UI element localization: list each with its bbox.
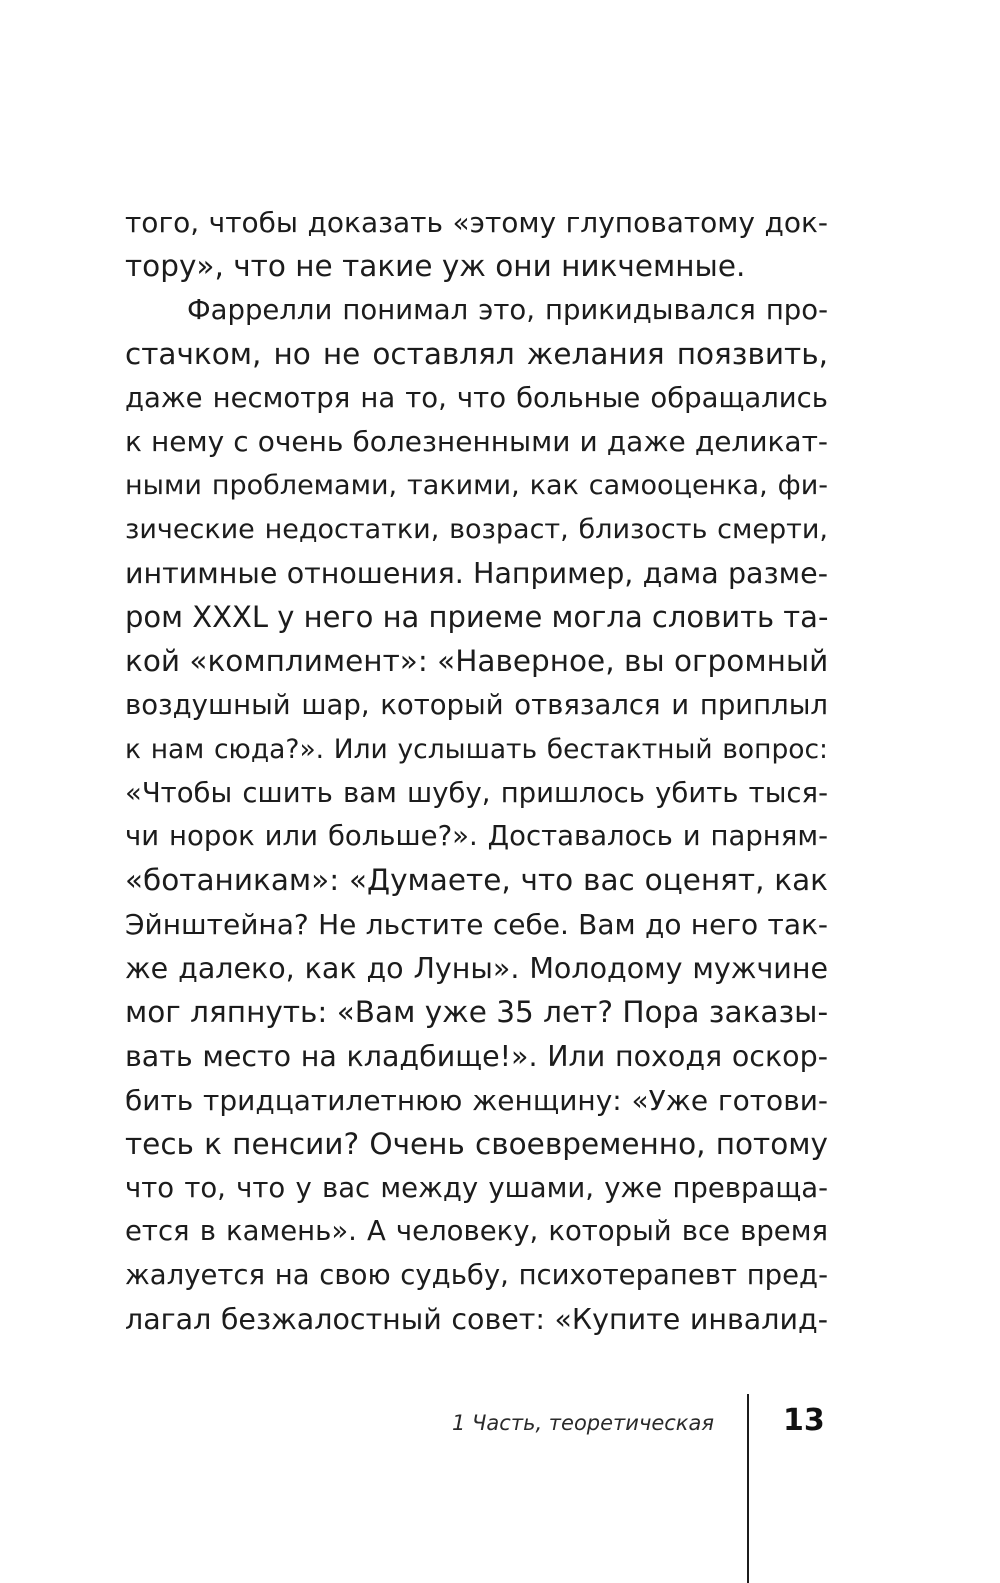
body-text	[125, 201, 828, 1342]
text-line: воздушный шар, который отвязался и приплыл	[125, 688, 828, 721]
text-line: к нему с очень болезненными и даже деликат-	[125, 425, 828, 459]
text-line: кой «комплимент»: «Наверное, вы огромный	[125, 643, 828, 678]
text-line: тесь к пенсии? Очень своевременно, потому	[125, 1126, 828, 1161]
text-line: ется в камень». А человеку, который все время	[125, 1215, 828, 1248]
footer-divider	[747, 1394, 749, 1583]
text-line: лагал безжалостный совет: «Купите инвалид-	[125, 1303, 828, 1337]
page-number: 13	[783, 1403, 825, 1438]
text-line: ными проблемами, такими, как самооценка, фи-	[125, 470, 828, 502]
text-line: интимные отношения. Например, дама разме-	[125, 557, 828, 591]
text-line: вать место на кладбище!». Или походя оскор-	[125, 1039, 828, 1073]
text-line: к нам сюда?». Или услышать бестактный вопрос:	[125, 733, 828, 765]
text-line: зические недостатки, возраст, близость смерти,	[125, 514, 828, 546]
text-line: Эйнштейна? Не льстите себе. Вам до него так-	[125, 908, 828, 942]
text-line: чи норок или больше?». Доставалось и парням-	[125, 820, 828, 853]
text-line: «ботаникам»: «Думаете, что вас оценят, как	[125, 863, 828, 898]
text-line: тору», что не такие уж они никчемные.	[125, 248, 746, 283]
text-line: бить тридцатилетнюю женщину: «Уже готови-	[125, 1083, 828, 1117]
running-footer-section-title: 1 Часть, теоретическая	[452, 1411, 714, 1435]
text-line: жалуется на свою судьбу, психотерапевт пред-	[125, 1259, 828, 1292]
text-line: же далеко, как до Луны». Молодому мужчине	[125, 952, 828, 986]
text-line: «Чтобы сшить вам шубу, пришлось убить тыся-	[125, 776, 828, 809]
text-line: ром XXXL у него на приеме могла словить та-	[125, 600, 828, 635]
paragraph-first-line: Фаррелли понимал это, прикидывался про-	[187, 293, 828, 326]
text-line: что то, что у вас между ушами, уже превраща-	[125, 1171, 828, 1204]
text-line: стачком, но не оставлял желания поязвить,	[125, 336, 828, 371]
text-line: мог ляпнуть: «Вам уже 35 лет? Пора заказы-	[125, 995, 828, 1030]
text-line: того, чтобы доказать «этому глуповатому док-	[125, 206, 828, 239]
text-line: даже несмотря на то, что больные обращались	[125, 381, 828, 414]
